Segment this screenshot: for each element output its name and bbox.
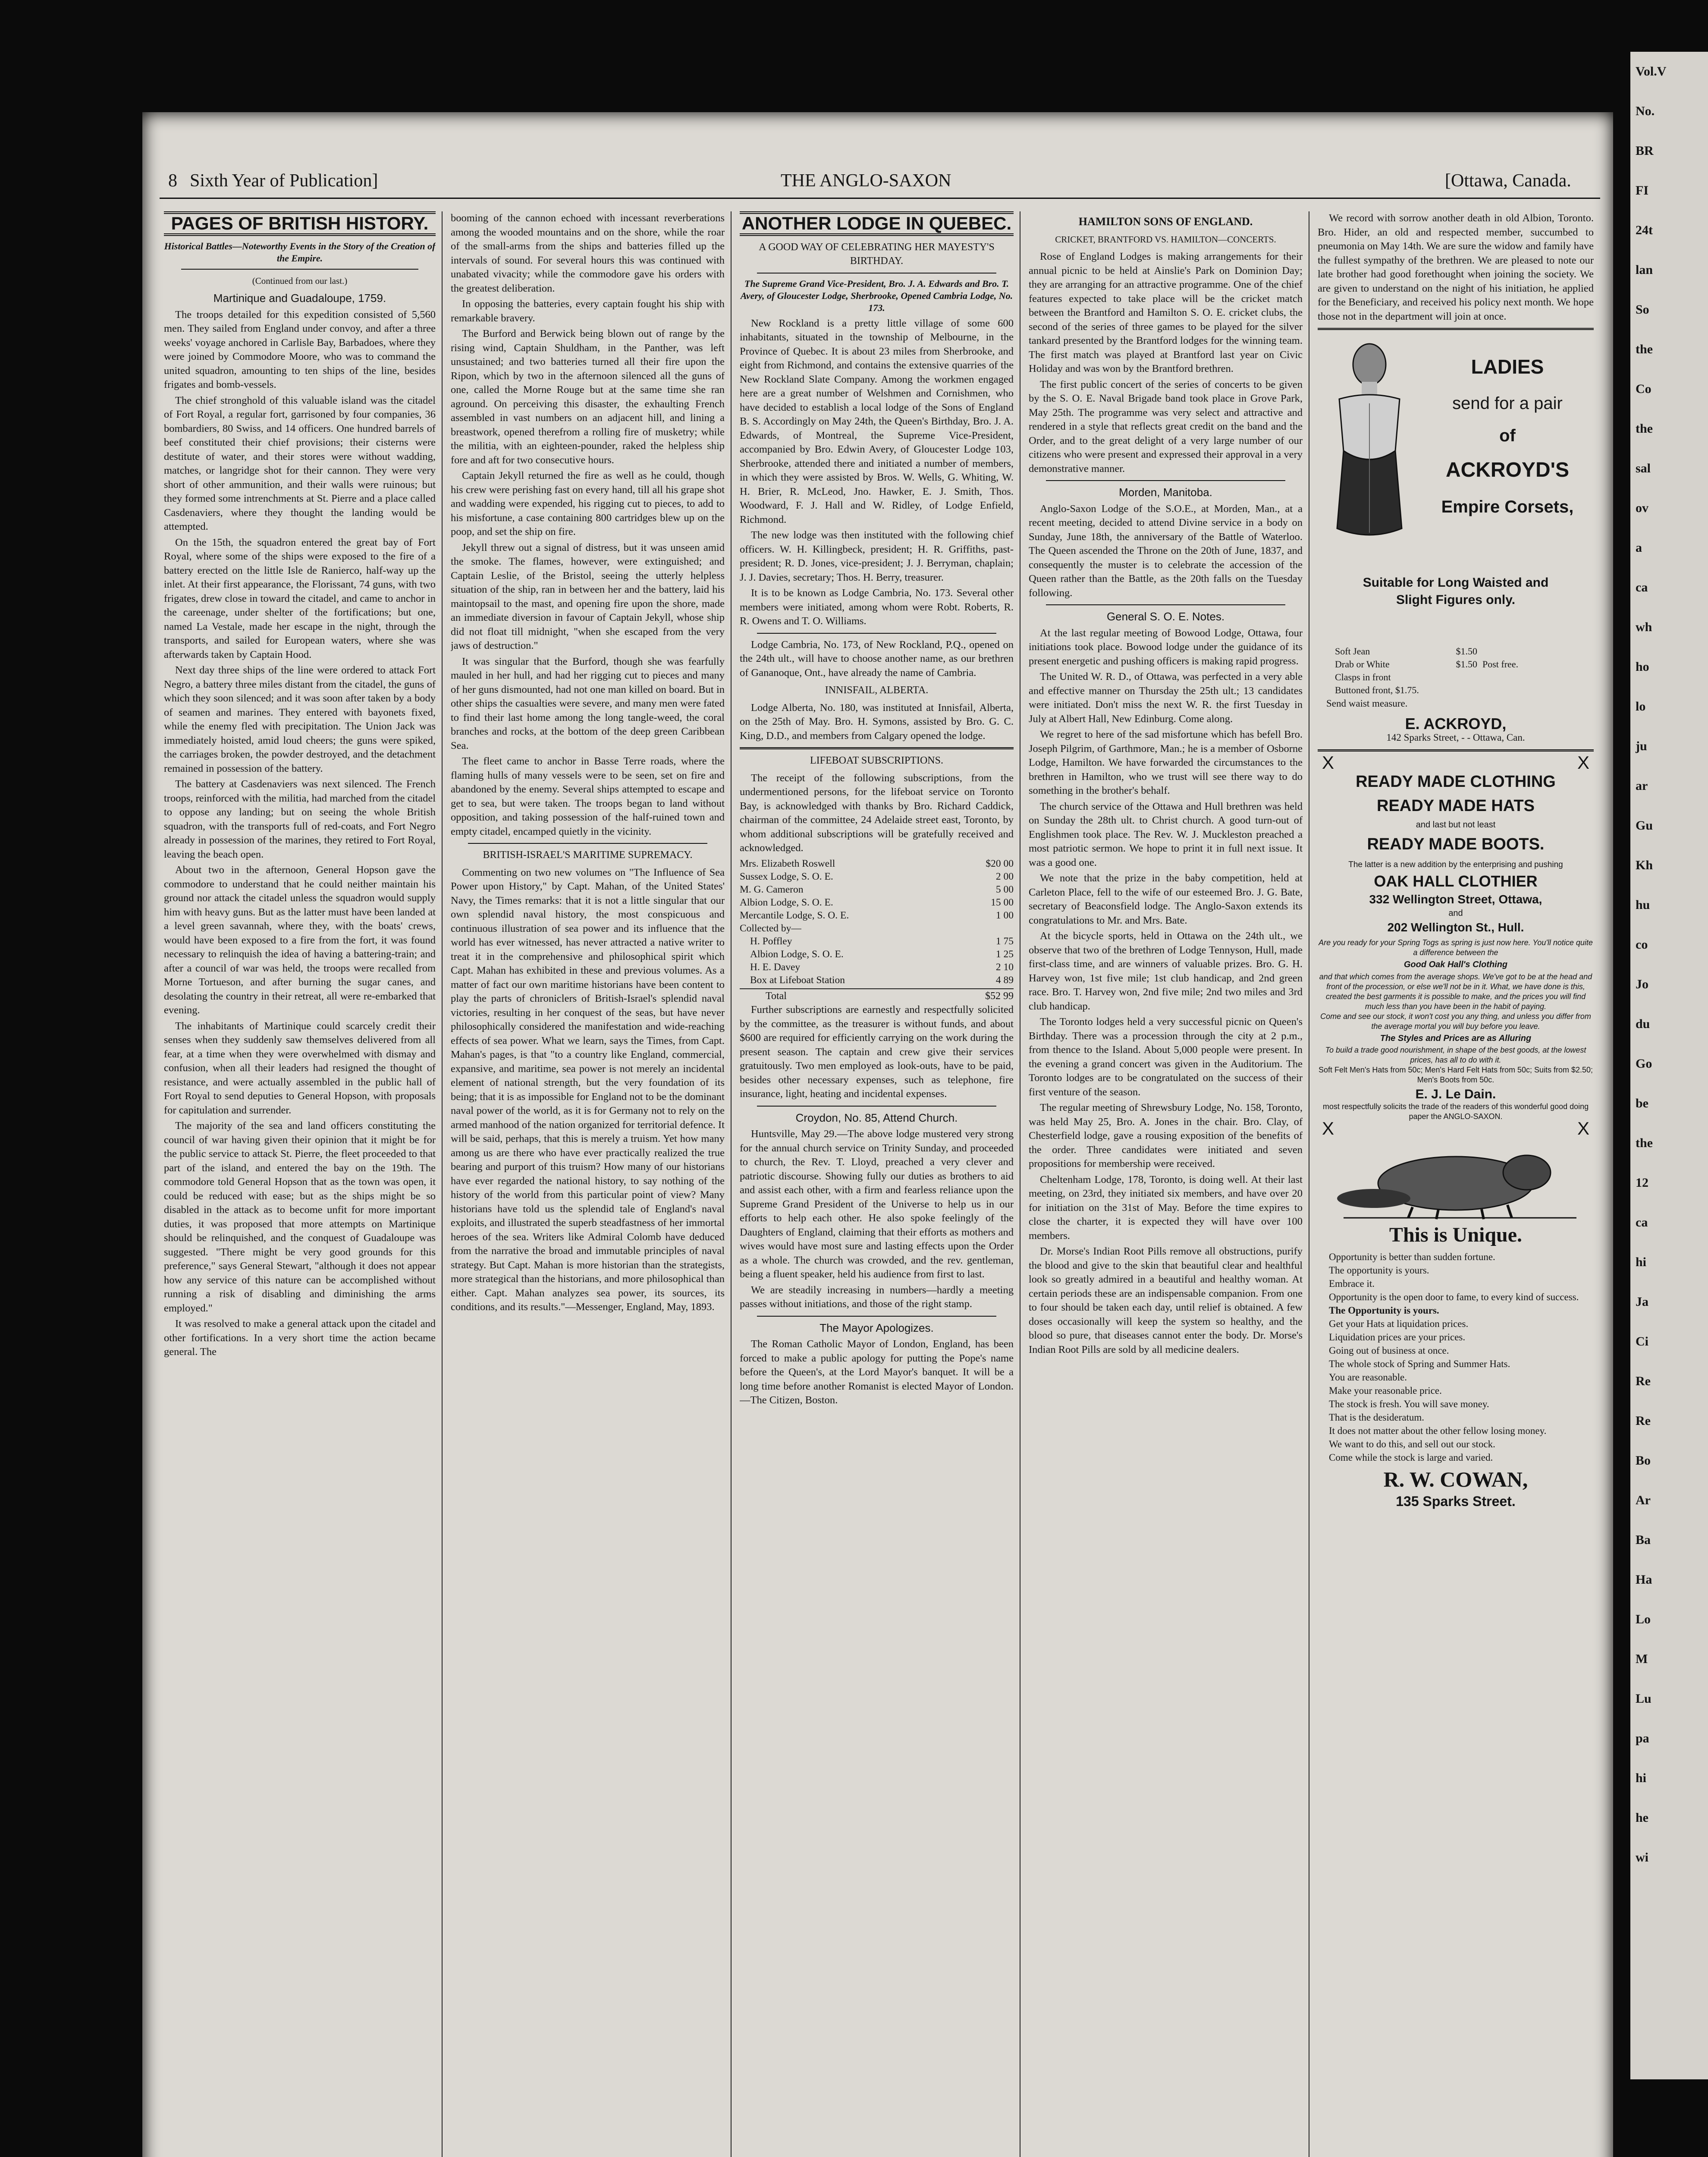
section-title: Croydon, No. 85, Attend Church. [795,1111,958,1124]
adjacent-page-fragment: wi [1636,1850,1648,1865]
unique-ad-line: It does not matter about the other fellow losing money. [1329,1425,1547,1436]
publication-year: Sixth Year of Publication] [190,171,378,191]
subhead: CRICKET, BRANTFORD VS. HAMILTON—CONCERTS. [1055,234,1276,245]
subscription-row: H. E. Davey 2 10 [750,961,1014,973]
paragraph: The Roman Catholic Mayor of London, England, has been forced to make a public apology for putting the Pope's name before the Queen's, at the Lord Mayor's banquet. It will be a long time before another Romanist is elected Mayor of London.—The Citizen, Boston. [740,1338,1014,1406]
paragraph: Anglo-Saxon Lodge of the S.O.E., at Morden, Man., at a recent meeting, decided to attend Divine service in a body on Sunday, June 18th, the anniversary of the Battle of Waterloo. The Queen ascended the Throne on the 20th of June, 1837, and consequently the muster is to celebrate the accession of the Queen rather than the Battle, as the 20th falls on the Tuesday following. [1029,503,1303,599]
paragraph: At the last regular meeting of Bowood Lodge, Ottawa, four initiations took place. Bowood lodge under the guidance of its present energetic and pushing officers is making rapid progress. [1029,627,1303,667]
subscription-row: M. G. Cameron 5 00 [740,884,1014,895]
unique-ad-line: The stock is fresh. You will save money. [1329,1399,1489,1409]
adjacent-page-fragment: ar [1636,779,1648,793]
unique-ad-line: Embrace it. [1329,1278,1375,1289]
adjacent-page-fragment: co [1636,937,1648,952]
masthead-title: THE ANGLO-SAXON [781,171,951,191]
divider [1046,604,1285,605]
headline-lodge-quebec: ANOTHER LODGE IN QUEBEC. [740,211,1014,236]
paragraph: We are steadily increasing in numbers—hardly a meeting passes without initiations, and those of the right stamp. [740,1284,1014,1310]
adjacent-page-fragment: du [1636,1017,1650,1031]
clothing-ad-text: To build a trade good nourishment, in shape of the best goods, at the lowest prices, has all to do with it. [1325,1046,1586,1064]
clothing-ad-text: Are you ready for your Spring Togs as spring is just now here. You'll notice quite a difference between the [1319,938,1593,957]
paragraph: Commenting on two new volumes on "The Influence of Sea Power upon History," by Capt. Mahan, of the United States' Navy, the Times remarks: that it is not a little singular that our own splendid naval history, the most conspicuous and continuous illustration of sea power and its influence that the world has ever witnessed, has never attracted a native writer to treat it in the comprehensive and philosophical spirit which Capt. Mahan has exhibited in these and previous volumes. As a matter of fact our own maritime historians have been content to play the parts of chroniclers of British-Israel's splendid naval victories, resulting in her conquest of the seas, but have never philosophically considered the manifestation and wide-reaching effects of sea power. What we learn, says the Times, from Capt. Mahan's pages, is that "to a country like England, commercial, expansive, and maritime, sea power is not merely an incidental element of national strength, but the very foundation of its being; that it is as impossible for England not to be the dominant naval power of the world, as it is for Germany not to rely on the armed manhood of the nation organized for territorial defence. It will be said, perhaps, that this is merely a truism. Yet how many among us are there who have ever practically realized the true bearing and purport of this truism? How many of our historians have ever regarded the national history, to say nothing of the history of the world from this particular point of view? Many historians have told us the splendid tale of England's naval exploits, and illustrated the superb steadfastness of her immortal heroes of the sea. Writers like Admiral Colomb have deduced from the narrative the broad and immutable principles of naval strategy. But Capt. Mahan is more historian than the strategists, more strategical than the historians, and more philosophical than either. Capt. Mahan analyzes sea power, its sources, its conditions, and its results."—Messenger, England, May, 1893. [451,866,725,1313]
adjacent-page-fragment: lan [1636,263,1653,277]
adjacent-page-fragment: wh [1636,620,1652,634]
adjacent-page-fragment: lo [1636,699,1646,714]
ad-ornament-row: X X [1322,752,1589,773]
adjacent-page-fragment: Re [1636,1374,1651,1388]
corset-waist: Send waist measure. [1326,698,1408,709]
paragraph: The church service of the Ottawa and Hull brethren was held on Sunday the 28th ult. to Christ church. A good turn-out of Englishmen took place. The Rev. W. J. Muckleston preached a most patriotic sermon. We hope to print it in full next issue. It was a good one. [1029,800,1303,868]
clothing-ad-text: Soft Felt Men's Hats from 50c; Men's Hard Felt Hats from 50c; Suits from $2.50; Men's Boots from 50c. [1318,1066,1593,1084]
divider [1046,480,1285,481]
adjacent-page-fragment: FI [1636,183,1648,198]
divider [757,273,996,274]
paragraph: The battery at Casdenaviers was next silenced. The French troops, reinforced with the militia, had marched from the citadel to oppose any landing; but on seeing the whole British squadron, with the transports full of red-coats, and Fort Negro already in possession of the marines, they retired to Fort Royal, leaving the beach open. [164,778,436,860]
newspaper-page [142,112,1613,2157]
subhead: Historical Battles—Noteworthy Events in the Story of the Creation of the Empire. [164,240,436,264]
price-row: Drab or White $1.50 [1335,659,1477,670]
adjacent-page-fragment: Go [1636,1056,1652,1071]
column-1 [164,211,436,2157]
divider [740,747,1014,749]
clothing-ad-proprietor: E. J. Le Dain. [1415,1087,1496,1101]
corset-ad-tag: Slight Figures only. [1396,593,1516,607]
unique-ad-line: That is the desideratum. [1329,1412,1424,1423]
headline-british-history: PAGES OF BRITISH HISTORY. [164,211,436,236]
unique-ad-address: 135 Sparks Street. [1396,1494,1516,1509]
paragraph: The inhabitants of Martinique could scarcely credit their senses when they suddenly saw themselves delivered from all fear, at a time when they were overwhelmed with dismay and confusion, when all their leaders had resigned the thought of resistance, and were actually assembled in the public hall of Fort Royal to send deputies to General Hopson, with proposals for capitulation and surrender. [164,1020,436,1116]
column-divider [731,211,732,2157]
adjacent-page-fragment: BR [1636,144,1654,158]
unique-ad-line: Liquidation prices are your prices. [1329,1332,1466,1343]
corset-prices [1318,645,1594,697]
paragraph: The first public concert of the series of concerts to be given by the S. O. E. Naval Brigade band took place in Grove Park, May 25th. The programme was very select and attractive and rendered in a style that reflects great credit on the band and the Order, and to the great delight of a very large number of our citizens who were present and expressed their approval in a very demonstrative manner. [1029,378,1303,475]
price-row: Soft Jean $1.50 [1335,646,1477,657]
paragraph: In opposing the batteries, every captain fought his ship with remarkable bravery. [451,298,725,324]
paragraph: On the 15th, the squadron entered the great bay of Fort Royal, where some of the ships were exposed to the fire of a battery erected on the little Isle de Ranierco, half-way up the inlet. At their first appearance, the Florissant, 74 guns, with two frigates, drew close in toward the citadel, and came to anchor in the careenage, under shelter of the fortifications; but one, named La Vestale, made her escape in the night, through the transports, and sailed for European waters, where she was afterwards taken by Captain Hood. [164,536,436,660]
clothing-ad-text: most respectfully solicits the trade of the readers of this wonderful good doing paper the ANGLO-SAXON. [1322,1102,1589,1121]
corset-ad-name: E. ACKROYD, [1405,714,1507,733]
adjacent-page-fragment: the [1636,1136,1653,1150]
paragraph: We record with sorrow another death in old Albion, Toronto. Bro. Hider, an old and respected member, succumbed to pneumonia on May 14th. We are sure the widow and family have the fullest sympathy of the brethren. We are pleased to note our late brother had good forethought when joining the society. We are given to understand on the night of his initiation, he applied for the Beneficiary, and received his policy next month. We hope those not in the department will join at once. [1318,212,1594,322]
section-title: Martinique and Guadaloupe, 1759. [213,292,386,305]
adjacent-page-fragment: Bo [1636,1453,1651,1468]
paragraph: We regret to here of the sad misfortune which has befell Bro. Joseph Pilgrim, of Garthmore, Man.; he is a member of Osborne Lodge, Hamilton. We have forwarded the circumstances to the brethren in Hamilton, who we trust will see there way to do something in the brother's behalf. [1029,729,1303,796]
paragraph: It was resolved to make a general attack upon the citadel and other fortifications. In a very short time the action became general. The [164,1318,436,1358]
paragraph: Rose of England Lodges is making arrangements for their annual picnic to be held at Ainslie's Park on Dominion Day; they are arranging for an attractive programme. One of the chief features expected to take place will be the cricket match between the Brantford and Hamilton S. O. E. cricket clubs, the second of the series of three games to be played for the silver tankard presented by the Brantford lodges for the winning team. The first match was played at Brantford last year on Civic Holiday and was won by the Brantford brethren. [1029,251,1303,374]
post-free: Post free. [1482,659,1519,670]
unique-ad-line: Opportunity is better than sudden fortune. [1329,1251,1495,1262]
price-row: Clasps in front [1335,672,1391,682]
clothing-ad [1318,752,1594,1138]
adjacent-page-fragment: So [1636,302,1649,317]
paragraph: It was singular that the Burford, though she was fearfully mauled in her hull, and had her rigging cut to pieces and many of her guns dismounted, had not one man killed on board. But in other ships the casualties were severe, and many men were fated to find their last home among the long tangle-weed, the coral branches and rocks, at the bottom of the deep green Caribbean Sea. [451,655,725,751]
paragraph: The chief stronghold of this valuable island was the citadel of Fort Royal, a regular fort, garrisoned by four companies, 36 bombardiers, 80 Swiss, and 14 officers. One hundred barrels of beef constituted their chief provisions; their cisterns were destitute of water, and their stores were without wadding, matches, or langridge shot for their cannon. They were very short of other ammunition, and their walls were ruinous; but they formed some intrenchments at St. Pierre and a place called Casdenaviers, where they thought the landing would be attempted. [164,394,436,532]
adjacent-page-fragment: hu [1636,898,1650,912]
adjacent-page-fragment: Ba [1636,1533,1651,1547]
unique-ad-line: The opportunity is yours. [1329,1265,1429,1276]
divider [468,843,707,844]
subscription-list [740,857,1014,1003]
corset-ad-address: 142 Sparks Street, - - Ottawa, Can. [1386,732,1525,743]
unique-ad-name: R. W. COWAN, [1383,1467,1528,1491]
unique-ad-line: We want to do this, and sell out our stock. [1329,1439,1495,1450]
section-title: INNISFAIL, ALBERTA. [825,685,929,696]
adjacent-page-fragment: Vol.V [1636,64,1667,79]
paragraph: Dr. Morse's Indian Root Pills remove all obstructions, purify the blood and give to the skin that beautiful clear and healthful look so greatly admired in a beautiful and healthy woman. At certain periods these are an indispensable companion. From one to four should be taken each day, until relief is obtained. A few doses occasionally will keep the system so healthy, and the blood so pure, that diseases cannot enter the body. Dr. Morse's Indian Root Pills are sold by all medicine dealers. [1029,1245,1303,1355]
divider [757,1316,996,1317]
corset-ad-line: of [1499,426,1516,445]
paragraph: Jekyll threw out a signal of distress, but it was unseen amid the smoke. The flames, however, were extinguished; and Captain Leslie, of the Bristol, seeing the utterly helpless situation of the ship, ran in between her and the battery, laid his maintopsail to the mast, and opening fire upon the shore, made an immediate diversion in favour of Captain Jekyll, whose ship did not float till midnight, "when she escaped from the very jaws of destruction." [451,541,725,651]
clothing-ad-store: OAK HALL CLOTHIER [1374,872,1538,890]
paragraph: We note that the prize in the baby competition, held at Carleton Place, fell to the wife of our esteemed Bro. J. G. Bate, secretary of Beaconsfield lodge. The Anglo-Saxon extends its congratulations to Mr. and Mrs. Bate. [1029,872,1303,926]
column-4 [1029,211,1303,2157]
clothing-ad-subtitle: Good Oak Hall's Clothing [1403,960,1508,969]
divider [757,1106,996,1107]
clothing-ad-text: and [1448,909,1463,918]
subscription-row: Mrs. Elizabeth Roswell $20 00 [740,858,1014,869]
section-title: BRITISH-ISRAEL'S MARITIME SUPREMACY. [483,849,693,861]
adjacent-page-fragment: he [1636,1811,1648,1825]
adjacent-page-fragment: 24t [1636,223,1653,237]
adjacent-page-fragment: hi [1636,1771,1647,1785]
corset-illustration [1322,339,1417,563]
unique-ad [1318,1138,1594,1509]
paragraph: It is to be known as Lodge Cambria, No. 173. Several other members were initiated, among whom were Robt. Roberts, R. R. Owens and T. O. Williams. [740,587,1014,627]
headline-hamilton: HAMILTON SONS OF ENGLAND. [1078,215,1253,228]
subscription-row: Sussex Lodge, S. O. E. 2 00 [740,871,1014,882]
adjacent-page-fragment: ho [1636,660,1649,674]
adjacent-page-fragment: Lu [1636,1692,1651,1706]
unique-ad-line: Get your Hats at liquidation prices. [1329,1318,1469,1329]
adjacent-page-fragment: Ar [1636,1493,1651,1507]
unique-ad-line: The Opportunity is yours. [1329,1305,1439,1316]
paragraph: Next day three ships of the line were ordered to attack Fort Negro, a battery three miles distant from the citadel, the guns of which they soon silenced; and it was soon after taken by a body of seamen and marines. They entered with bayonets fixed, while the enemy fled with precipitation. The Union Jack was immediately hoisted, amid loud cheers; the guns were spiked, the carriages broken, the powder destroyed, and the detachment remained in possession of the battery. [164,664,436,774]
clothing-ad-line: READY MADE CLOTHING [1356,773,1556,791]
paragraph: The receipt of the following subscriptions, from the undermentioned persons, for the lifeboat service on Toronto Bay, is acknowledged with thanks by Bro. Richard Caddick, chairman of the committee, 24 Adelaide street east, Toronto, by whom additional subscriptions will be gratefully received and acknowledged. [740,772,1014,854]
paragraph: The Burford and Berwick being blown out of range by the rising wind, Captain Shuldham, in the Panther, was left unsustained; and two batteries turned all their fire upon the Ripon, which by two in the afternoon silenced all the guns of one, called the Morne Rouge but at the same time she ran aground. On perceiving this disaster, the exhaulting French assembled in vast numbers on an adjacent hill, and lining a breastwork, opened therefrom a rolling fire of musketry; while the militia, with an eighteen-pounder, raked the helpless ship fore and aft for two consecutive hours. [451,328,725,466]
corset-ad-ladies: LADIES [1471,355,1544,378]
subscription-row: Box at Lifeboat Station 4 89 [750,974,1014,986]
clothing-ad-line: READY MADE BOOTS. [1367,835,1545,853]
adjacent-page-fragment: the [1636,342,1653,356]
paragraph: The troops detailed for this expedition consisted of 5,560 men. They sailed from England under convoy, and after a three weeks' voyage anchored in Carlisle Bay, Barbadoes, where they were joined by Commodore Moore, who was to command the united squadron, amounting to ten ships of the line, besides frigates and bomb-vessels. [164,308,436,390]
page-number: 8 [168,171,177,191]
subhead: The Supreme Grand Vice-President, Bro. J. A. Edwards and Bro. T. Avery, of Gloucester Lodge, Sherbrooke, Opened Cambria Lodge, No. 173. [740,278,1013,313]
adjacent-page-fragment: Co [1636,382,1651,396]
adjacent-page-fragment: ov [1636,501,1648,515]
section-title: The Mayor Apologizes. [819,1321,934,1334]
paragraph: About two in the afternoon, General Hopson gave the commodore to understand that he could neither maintain his ground nor attack the citadel unless the squadron would supply him with heavy guns. But as the latter must have been landed at a level green savannah, where they, with the boats' crews, would have been exposed to a fire from the fort, it was found necessary to relinquish the idea of having a battering-train; and after a council of war was held, the troops were recalled from Morne Tortueson, and after burning the sugar canes, and desolating the country in their retreat, all were re-embarked that evening. [164,864,436,1016]
clothing-ad-line: READY MADE HATS [1377,797,1535,815]
adjacent-page-fragment: Lo [1636,1612,1651,1626]
corset-ad-brand: ACKROYD'S [1445,459,1570,481]
adjacent-page-fragment: hi [1636,1255,1647,1269]
paragraph: Lodge Cambria, No. 173, of New Rockland, P.Q., opened on the 24th ult., will have to choose another name, as our brethren of Gananoque, Ont., have already the name of Cambria. [740,638,1014,679]
unique-ad-line: The whole stock of Spring and Summer Hats. [1329,1358,1510,1369]
continued-note: (Continued from our last.) [252,275,348,286]
column-5 [1318,211,1594,2157]
masthead-place: [Ottawa, Canada. [1445,171,1571,191]
adjacent-page-fragment: Jo [1636,977,1648,991]
adjacent-page-fragment: Ja [1636,1295,1648,1309]
adjacent-page-fragment: pa [1636,1731,1649,1745]
clothing-ad-text: Come and see our stock, it won't cost you any thing, and unless you differ from the average mortal you will buy before you leave. [1320,1012,1591,1031]
section-title: General S. O. E. Notes. [1106,610,1225,623]
unique-ad-line: Come while the stock is large and varied. [1329,1452,1493,1463]
clothing-ad-line: and last but not least [1416,820,1496,830]
adjacent-page-fragment: Ha [1636,1572,1652,1587]
adjacent-page-fragment: M [1636,1652,1648,1666]
subscription-row: H. Poffley 1 75 [750,935,1014,947]
corset-ad-tag: Suitable for Long Waisted and [1363,575,1549,590]
header-rule [160,198,1600,199]
adjacent-page-fragment: 12 [1636,1176,1648,1190]
beaver-illustration [1326,1138,1585,1220]
paragraph: booming of the cannon echoed with incessant reverberations among the wooded mountains and on the shore, while the roar of the small-arms from the ships and batteries filled up the intervals of sound. For several hours this was continued with unabated vivacity; while the commodore gave his orders with the greatest deliberation. [451,212,725,294]
unique-ad-title: This is Unique. [1389,1223,1523,1246]
section-title: LIFEBOAT SUBSCRIPTIONS. [810,755,943,766]
paragraph: At the bicycle sports, held in Ottawa on the 24th ult., we observe that two of the brethren of Lodge Tennyson, Hull, made first-class time, and are winners of valuable prizes. Bro. G. H. Harvey won, 1st five mile; 1st club handicap, and 2nd green race. Bro. T. Harvey won, 2nd five mile; 2nd two miles and 3rd club handicap. [1029,930,1303,1012]
unique-ad-line: You are reasonable. [1329,1372,1407,1383]
adjacent-page-fragment: be [1636,1096,1648,1110]
adjacent-page-fragment: Kh [1636,858,1653,872]
divider [757,633,996,634]
subscription-row: Albion Lodge, S. O. E. 1 25 [750,948,1014,960]
paragraph: Huntsville, May 29.—The above lodge mustered very strong for the annual church service on Trinity Sunday, and proceeded to church, the Rev. T. Lloyd, preached a very clever and patriotic discourse. Showing fully our duties as brothers to aid and assist each other, with a firm and fearless reliance upon the Supreme Grand President of the Universe to help us in our efforts to help each other. He also spoke feelingly of the Daughters of England, claiming that their efforts as mothers and wives would have most sure and lasting effects upon the Order as a whole. The church was crowded, and the rev. gentleman, being a fluent speaker, held his audience from first to last. [740,1128,1014,1280]
column-2 [451,211,725,2157]
subscription-row: Collected by— [740,922,801,934]
corset-ad-line: send for a pair [1452,394,1563,413]
subhead: A GOOD WAY OF CELEBRATING HER MAYESTY'S BIRTHDAY. [759,241,995,267]
paragraph: The Toronto lodges held a very successful picnic on Queen's Birthday. There was a procession through the city at 2 p.m., from thence to the Island. About 5,000 people were present. In the evening a grand concert was given in the Auditorium. The Toronto lodges are to be congratulated on the success of their first venture of the season. [1029,1016,1303,1098]
adjacent-page-fragment: Re [1636,1414,1651,1428]
divider [1318,749,1594,751]
paragraph: The new lodge was then instituted with the following chief officers. W. H. Killingbeck, president; H. R. Griffiths, past-president; R. D. Jones, vice-president; J. J. Berryman, chaplain; J. J. Davies, secretary; Thos. H. Berry, treasurer. [740,529,1014,583]
unique-ad-line: Opportunity is the open door to fame, to every kind of success. [1329,1292,1579,1302]
subscription-row: Mercantile Lodge, S. O. E. 1 00 [740,909,1014,921]
adjacent-page-fragment: Ci [1636,1334,1648,1349]
paragraph: Cheltenham Lodge, 178, Toronto, is doing well. At their last meeting, on 23rd, they initiated six members, and have over 20 for initiation on the 31st of May. Before the time expires to close the charter, it is expected they will have over 100 members. [1029,1173,1303,1242]
ad-ornament-row: X X [1322,1118,1589,1138]
subscription-row: Albion Lodge, S. O. E. 15 00 [740,896,1014,908]
clothing-ad-subtitle: The Styles and Prices are as Alluring [1380,1033,1532,1043]
adjacent-page-fragment: Gu [1636,818,1653,833]
column-divider [442,211,443,2157]
adjacent-page-fragment: ca [1636,1215,1648,1229]
divider [181,269,418,270]
adjacent-page-fragment: ca [1636,580,1648,594]
paragraph: The United W. R. D., of Ottawa, was perfected in a very able and effective manner on Thursday the 25th ult.; 13 candidates were initiated. Don't miss the next W. R. the first Tuesday in July at Albert Hall, New Edinburg. Come along. [1029,671,1303,725]
paragraph: Captain Jekyll returned the fire as well as he could, though his crew were perishing fast on every hand, till all his grape shot and wadding were expended, his rigging cut to pieces, to add to his misfortune, a case containing 800 cartridges blew up on the poop, and set the ship on fire. [451,470,725,538]
adjacent-page-edge [1630,52,1708,2079]
clothing-ad-address: 332 Wellington Street, Ottawa, [1369,892,1542,906]
divider [1318,328,1594,330]
subscription-total: Total $52 99 [740,988,1014,1003]
section-title: Morden, Manitoba. [1119,486,1212,499]
corset-ad [1318,334,1594,645]
clothing-ad-text: and that which comes from the average shops. We've got to be at the head and front of the procession, or else we'll not be in it. What, we have done is this, created the best garments it is possible to make, and the prices you will find much less than you have been in the habit of paying. [1319,972,1592,1011]
paragraph: The regular meeting of Shrewsbury Lodge, No. 158, Toronto, was held May 25, Bro. A. Jones in the chair. Bro. Clay, of Chesterfield lodge, gave a rousing exposition of the benefits of the order. Three candidates were initiated and seven propositions for membership were received. [1029,1102,1303,1170]
paragraph: Lodge Alberta, No. 180, was instituted at Innisfail, Alberta, on the 25th of May. Bro. H. Symons, assisted by Bro. G. C. King, D.D., and members from Calgary opened the lodge. [740,701,1014,742]
paragraph: The fleet came to anchor in Basse Terre roads, where the flaming hulls of many vessels were to be seen, set on fire and abandoned by the enemy. Several ships attempted to escape and get to sea, but were taken. The troops began to land without opposition, and taking possession of the half-ruined town and empty citadel, encamped quietly in the vicinity. [451,755,725,837]
paragraph: The majority of the sea and land officers constituting the council of war having given their opinion that it might be for the public service to attack St. Pierre, the fleet proceeded to that part of the island, and entered the bay on the 19th. The commodore told General Hopson that as the town was open, it could be reduced with ease; but as the ships might be so disabled in the attack as to become unfit for more important duties, it was proposed that more attempts on Martinique should be relinquished, and the conquest of Guadaloupe was suggested. "There might be very good grounds for this preference," says General Stewart, "although it does not appear how any service of this nature can be accomplished without running a risk of disabling and diminishing the arms employed." [164,1120,436,1314]
clothing-ad-text: The latter is a new addition by the enterprising and pushing [1348,860,1563,869]
adjacent-page-fragment: sal [1636,461,1651,475]
adjacent-page-fragment: No. [1636,104,1655,118]
paragraph: Further subscriptions are earnestly and respectfully solicited by the committee, as the treasurer is without funds, and about $600 are required for efficiently carrying on the work during the present season. The captain and crew give their services gratuitously. Two men employed as look-outs, have to be paid, besides other necessary expenses, such as telephone, fire insurance, light, heating and incidental expenses. [740,1004,1014,1100]
price-row: Buttoned front, $1.75. [1335,685,1419,695]
adjacent-page-fragment: a [1636,541,1642,555]
adjacent-page-fragment: ju [1636,739,1647,753]
unique-ad-line: Make your reasonable price. [1329,1385,1442,1396]
unique-ad-line: Going out of business at once. [1329,1345,1449,1356]
adjacent-page-fragment: the [1636,421,1653,436]
clothing-ad-address: 202 Wellington St., Hull. [1387,920,1524,934]
unique-ad-lines [1318,1250,1594,1464]
paragraph: New Rockland is a pretty little village of some 600 inhabitants, situated in the township of Melbourne, in the Province of Quebec. It is about 23 miles from Sherbrooke, and eight from Richmond, and contains the extensive quarries of the New Rockland Slate Company. Among the workmen engaged here are a great number of Welshmen and Cornishmen, who have decided to establish a local lodge of the Sons of England B. S. Accordingly on May 24th, the Queen's Birthday, Bro. J. A. Edwards, of Montreal, the Supreme Vice-President, accompanied by Bro. Edwin Avery, of Gloucester Lodge 103, Sherbrooke, attended there and initiated a number of members, in which they were assisted by Bros. W. Wells, G. Whiting, W. H. Brier, R. McLeod, Jno. Hawker, E. J. Smith, Thos. Woodward, F. J. Hall and W. Ridley, of Lodge Enfield, Richmond. [740,317,1014,525]
corset-ad-product: Empire Corsets, [1441,497,1574,516]
column-3 [740,211,1014,2157]
